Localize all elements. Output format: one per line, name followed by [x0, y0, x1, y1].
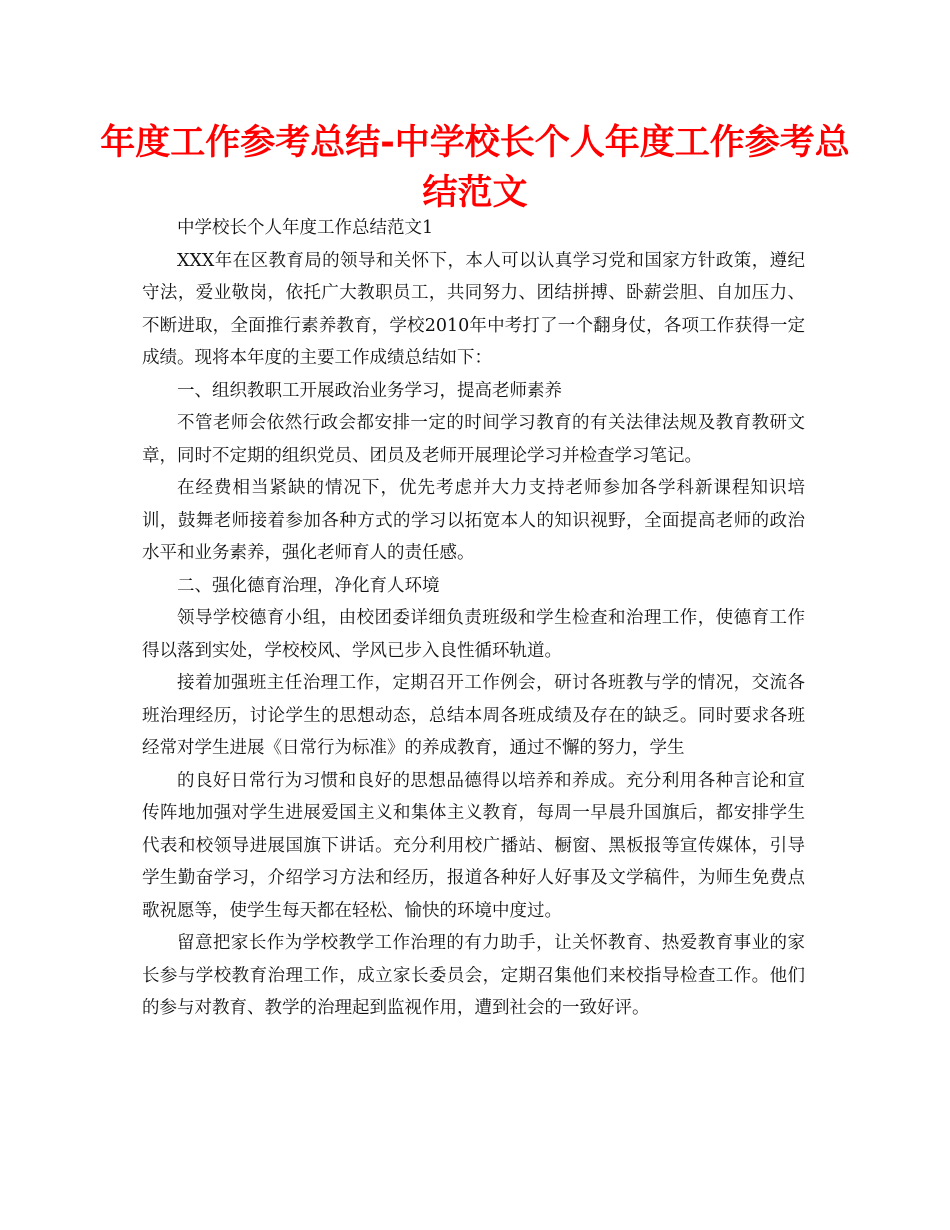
section-subtitle: 中学校长个人年度工作总结范文1	[177, 218, 434, 238]
paragraph: 的良好日常行为习惯和良好的思想品德得以培养和养成。充分利用各种言论和宣传阵地加强对学生进展爱国主义和集体主义教育，每周一早晨升国旗后，都安排学生代表和校领导进展国旗下讲话。充分利用校广播站、橱窗、黑板报等宣传媒体，引导学生勤奋学习，介绍学习方法和经历，报道各种好人好事及文学稿件，为师生免费点歌祝愿等，使学生每天都在轻松、愉快的环境中度过。	[142, 770, 805, 921]
document-title: 年度工作参考总结-中学校长个人年度工作参考总结范文	[100, 123, 850, 213]
section-heading: 一、组织教职工开展政治业务学习，提高老师素养	[177, 380, 562, 401]
paragraph: 在经费相当紧缺的情况下，优先考虑并大力支持老师参加各学科新课程知识培训，鼓舞老师接着参加各种方式的学习以拓宽本人的知识视野，全面提高老师的政治水平和业务素养，强化老师育人的责任感。	[142, 478, 805, 563]
section-heading: 二、强化德育治理，净化育人环境	[177, 575, 440, 596]
paragraph: 留意把家长作为学校教学工作治理的有力助手，让关怀教育、热爱教育事业的家长参与学校教育治理工作，成立家长委员会，定期召集他们来校指导检查工作。他们的参与对教育、教学的治理起到监视作用，遭到社会的一致好评。	[142, 933, 805, 1018]
paragraph: 领导学校德育小组，由校团委详细负责班级和学生检查和治理工作，使德育工作得以落到实处，学校校风、学风已步入良性循环轨道。	[142, 608, 805, 661]
paragraph: 不管老师会依然行政会都安排一定的时间学习教育的有关法律法规及教育教研文章，同时不定期的组织党员、团员及老师开展理论学习并检查学习笔记。	[142, 413, 805, 466]
paragraph: XXX年在区教育局的领导和关怀下，本人可以认真学习党和国家方针政策，遵纪守法，爱业敬岗，依托广大教职员工，共同努力、团结拼搏、卧薪尝胆、自加压力、不断进取，全面推行素养教育，学校2010年中考打了一个翻身仗，各项工作获得一定成绩。现将本年度的主要工作成绩总结如下：	[142, 250, 805, 368]
paragraph: 接着加强班主任治理工作，定期召开工作例会，研讨各班教与学的情况，交流各班治理经历，讨论学生的思想动态，总结本周各班成绩及存在的缺乏。同时要求各班经常对学生进展《日常行为标准》的养成教育，通过不懈的努力，学生	[142, 673, 805, 758]
document-body	[142, 212, 805, 1025]
